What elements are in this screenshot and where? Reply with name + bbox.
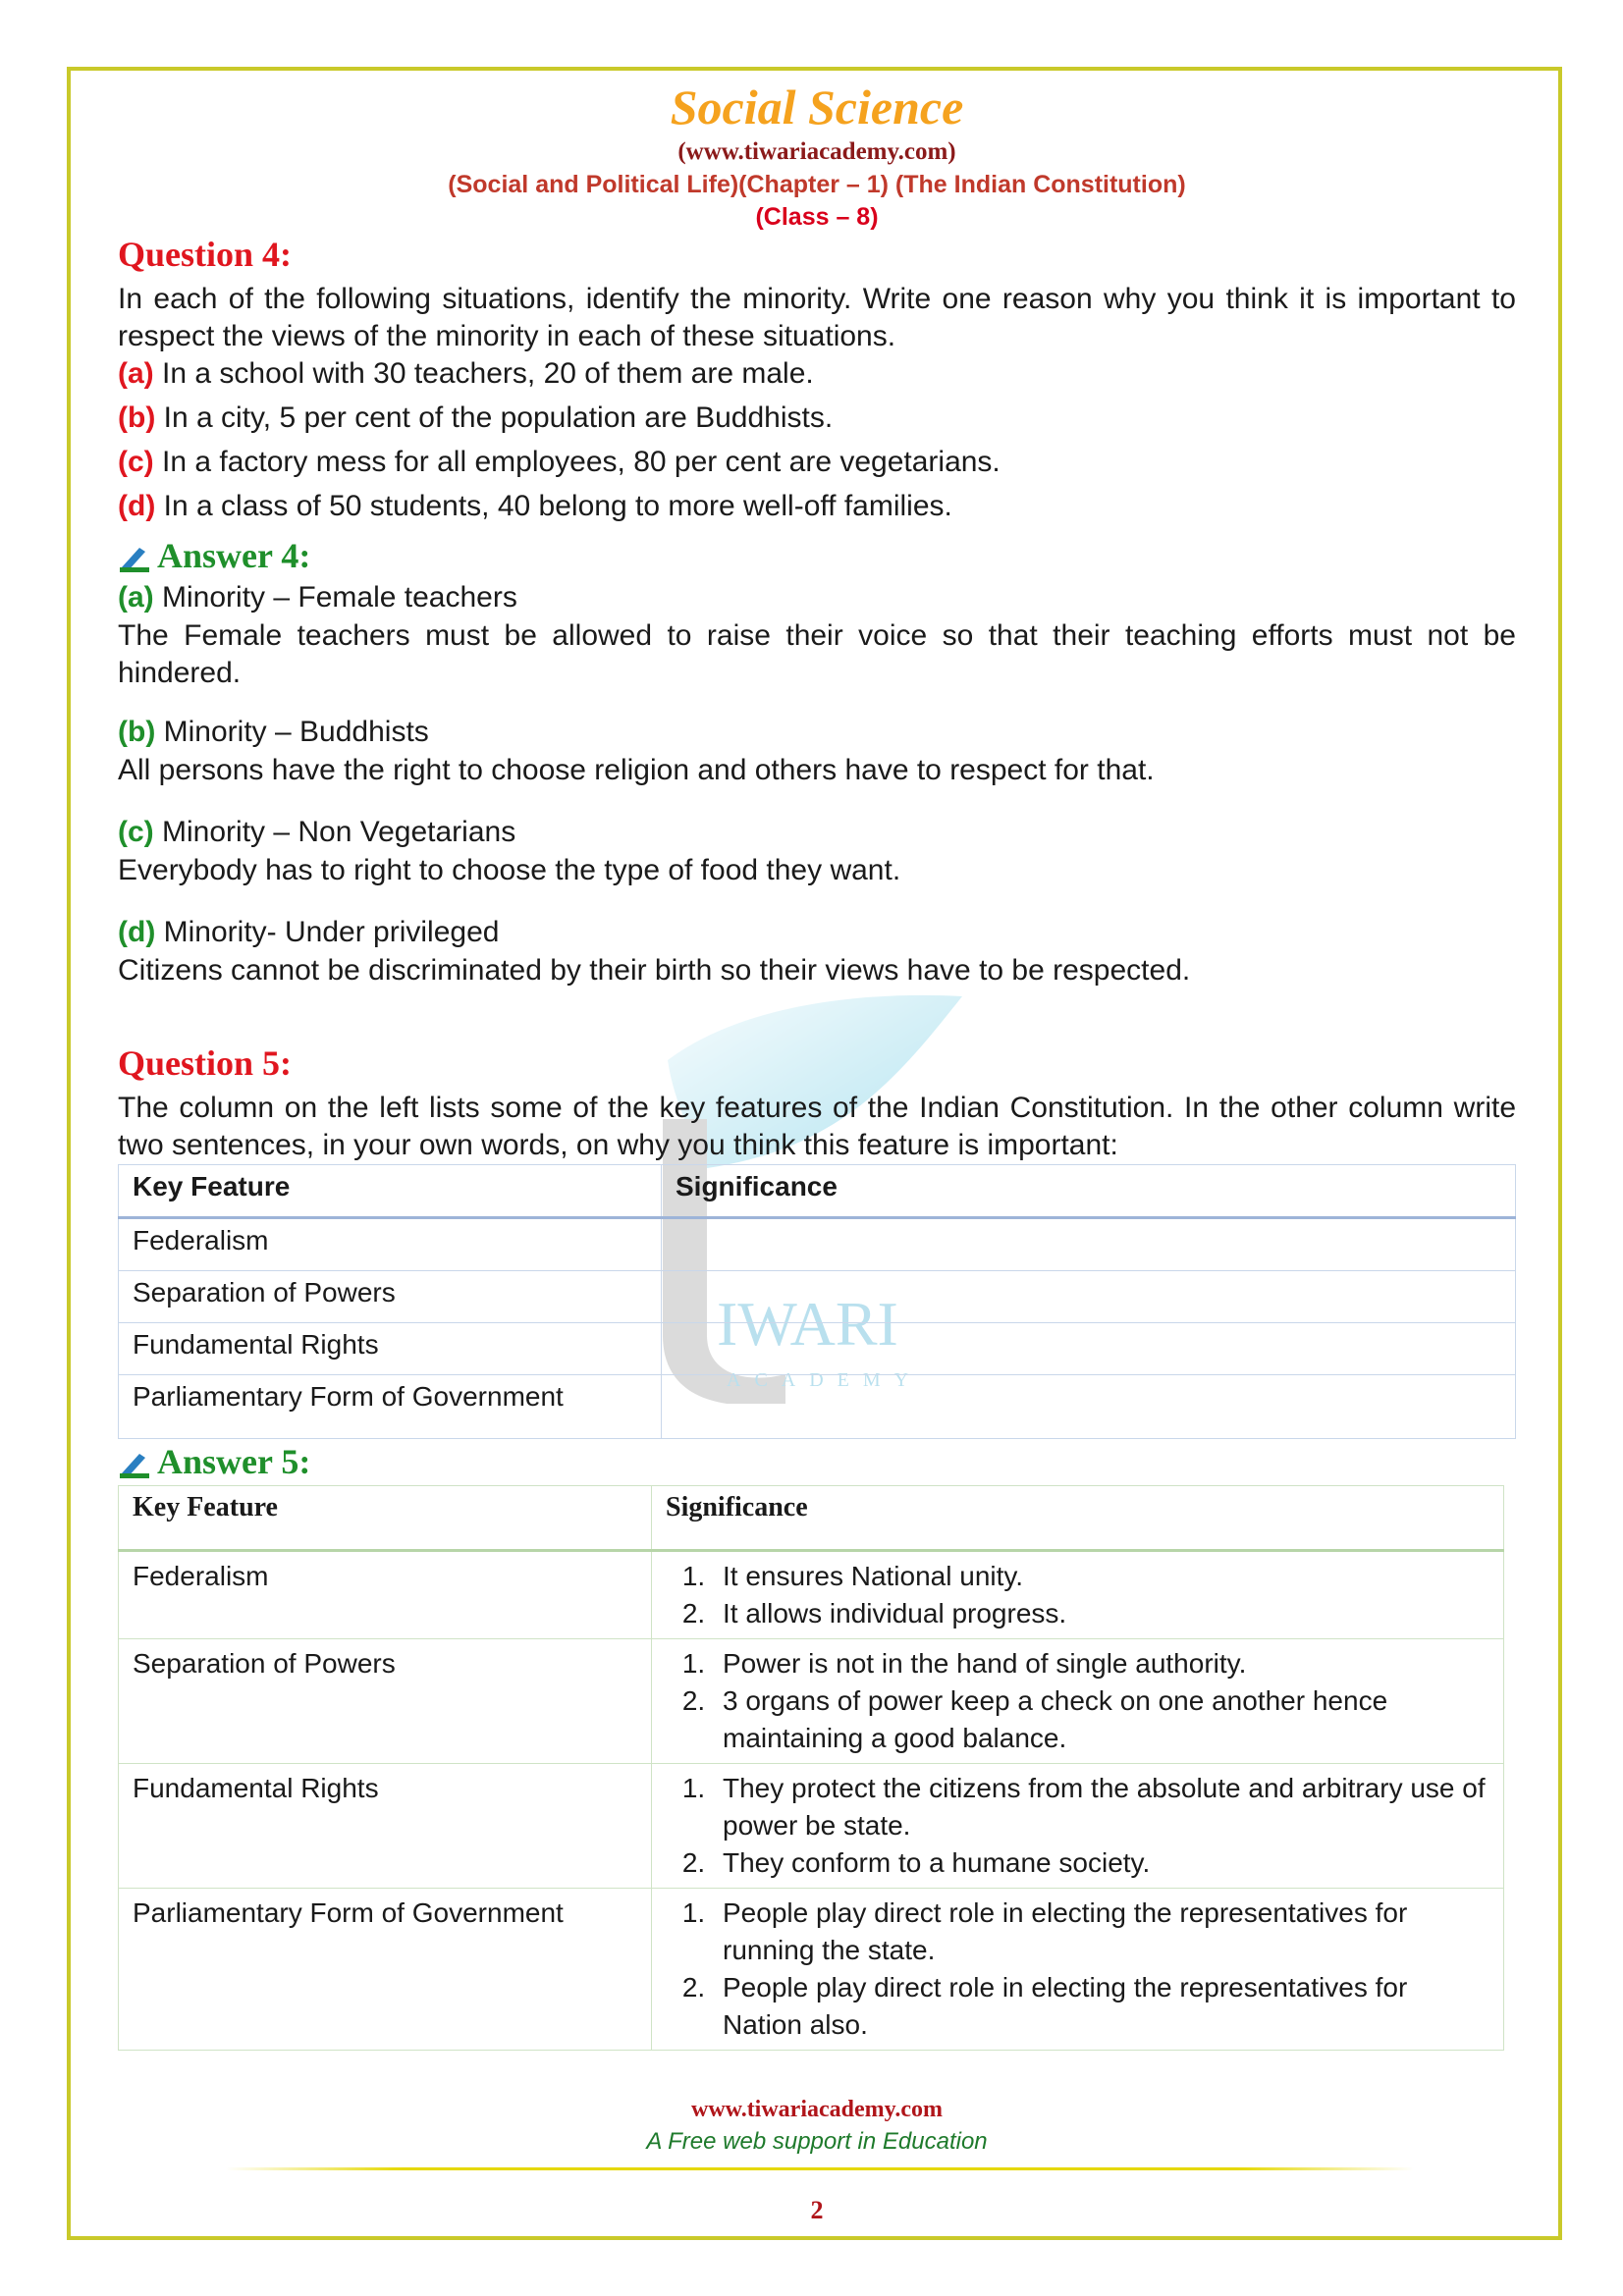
footer-tagline: A Free web support in Education: [646, 2128, 988, 2155]
answer-4-item-title: (b) Minority – Buddhists: [118, 716, 429, 748]
pen-icon: [118, 541, 151, 570]
page-content: [118, 0, 1516, 2296]
answer-4-item-text: Citizens cannot be discriminated by their birth so their views have to be respected.: [118, 954, 1191, 987]
column-header: Significance: [662, 1165, 1516, 1218]
question-4-text: In each of the following situations, identify the minority. Write one reason why you think it is important to respect the views of the minority in each of these situations.: [118, 283, 1516, 352]
question-4-item: (d) In a class of 50 students, 40 belong to more well-off families.: [118, 490, 952, 522]
chapter-line: (Social and Political Life)(Chapter – 1) (The Indian Constitution): [448, 171, 1186, 198]
table-row: Separation of Powers 1. Power is not in the hand of single authority. 2. 3 organs of power keep a check on one another hence maintaining a good balance.: [119, 1639, 1504, 1764]
answer-4-item-title: (c) Minority – Non Vegetarians: [118, 816, 516, 848]
watermark-word: IWARI: [717, 1289, 898, 1359]
watermark-sub: ACADEMY: [727, 1369, 923, 1391]
column-header: Key Feature: [119, 1486, 652, 1551]
page-number: 2: [810, 2196, 824, 2224]
answer-4-item-title: (d) Minority- Under privileged: [118, 916, 500, 948]
table-row: Federalism 1. It ensures National unity. 2. It allows individual progress.: [119, 1551, 1504, 1639]
table-row: Fundamental Rights: [119, 1323, 1516, 1375]
table-row: Federalism: [119, 1218, 1516, 1271]
question-5-table: [118, 1164, 1516, 1439]
question-4-heading: Question 4:: [118, 235, 293, 274]
site-url: (www.tiwariacademy.com): [677, 138, 956, 165]
question-5-text: The column on the left lists some of the key features of the Indian Constitution. In the other column write two sentences, in your own words, on why you think this feature is important:: [118, 1092, 1516, 1161]
question-4-item: (a) In a school with 30 teachers, 20 of them are male.: [118, 357, 814, 390]
answer-5-table: [118, 1485, 1504, 2051]
pen-icon: [118, 1447, 151, 1476]
table-row: Parliamentary Form of Government: [119, 1375, 1516, 1439]
answer-4-item-title: (a) Minority – Female teachers: [118, 581, 517, 614]
answer-4-item-text: The Female teachers must be allowed to raise their voice so that their teaching efforts must not be hindered.: [118, 619, 1516, 689]
answer-5-heading: Answer 5:: [118, 1441, 310, 1482]
answer-4-heading: Answer 4:: [118, 535, 310, 576]
question-4-item: (c) In a factory mess for all employees, 80 per cent are vegetarians.: [118, 446, 1001, 478]
question-4-item: (b) In a city, 5 per cent of the population are Buddhists.: [118, 401, 834, 434]
footer-url[interactable]: www.tiwariacademy.com: [691, 2097, 943, 2122]
table-row: Parliamentary Form of Government 1. People play direct role in electing the representatives for running the state. 2. People play direct role in electing the representatives for Nation also.: [119, 1889, 1504, 2051]
page-title: Social Science: [670, 80, 964, 134]
answer-4-item-text: All persons have the right to choose religion and others have to respect for that.: [118, 754, 1155, 786]
footer-divider: [226, 2167, 1414, 2170]
answer-4-item-text: Everybody has to right to choose the type of food they want.: [118, 854, 901, 886]
table-row: Separation of Powers: [119, 1271, 1516, 1323]
column-header: Key Feature: [119, 1165, 662, 1218]
column-header: Significance: [652, 1486, 1504, 1551]
table-row: Fundamental Rights 1. They protect the citizens from the absolute and arbitrary use of power be state. 2. They conform to a humane society.: [119, 1764, 1504, 1889]
class-line: (Class – 8): [755, 203, 879, 231]
question-5-heading: Question 5:: [118, 1043, 293, 1083]
